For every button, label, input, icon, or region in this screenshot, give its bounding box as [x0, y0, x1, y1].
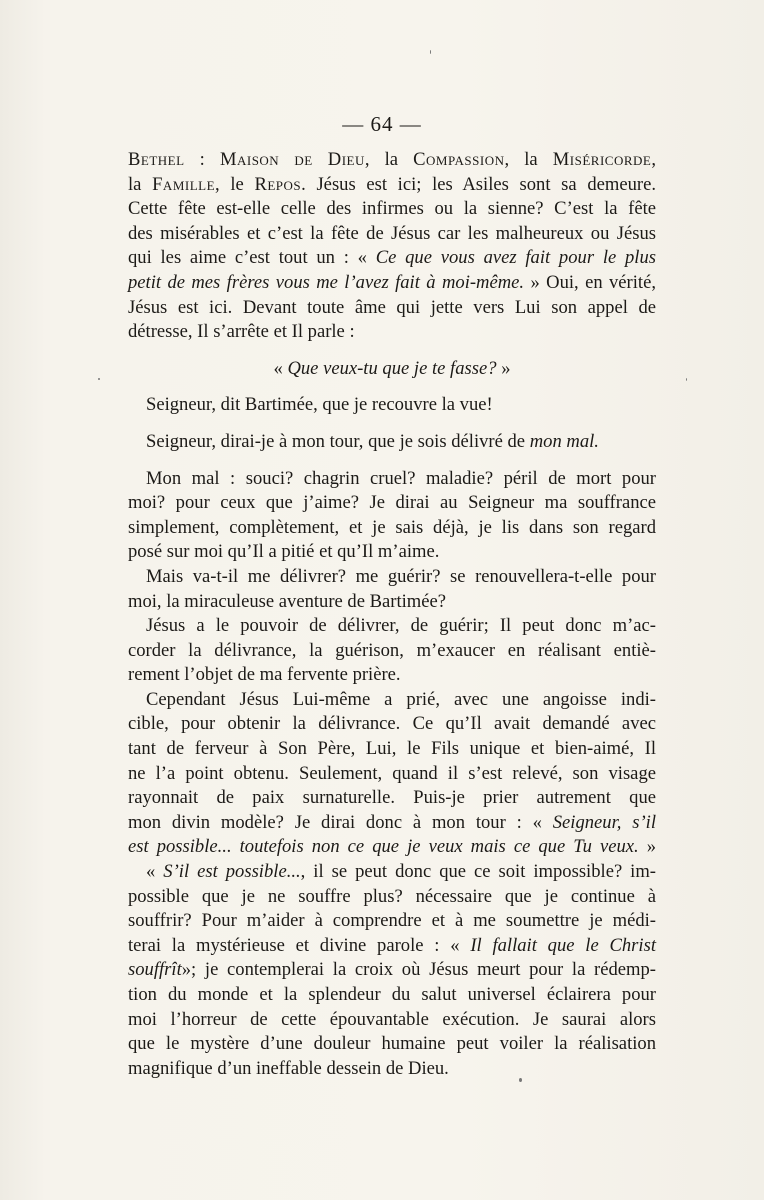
quote-line — [128, 357, 656, 382]
text-line — [128, 835, 656, 860]
text-line: magnifique d’un ineffable dessein de Dieu. — [128, 1057, 449, 1079]
text-line: des misérables et c’est la fête de Jésus car les malheureux ou Jésus — [128, 222, 656, 244]
text-line: Mon mal : souci? chagrin cruel? maladie? péril de mort pour — [146, 467, 656, 489]
paper-speck — [98, 378, 100, 380]
heading-word: de — [294, 149, 313, 170]
text-fragment: » Oui, en vérité, — [524, 271, 656, 293]
text-line — [128, 811, 656, 836]
heading-word: Maison — [219, 149, 280, 170]
text-fragment: , il se peut donc que ce soit impossible? im- — [300, 861, 657, 883]
text-line: ne l’a point obtenu. Seulement, quand il s’est relevé, son visage — [128, 762, 656, 784]
text-line — [128, 173, 656, 198]
text-line: tant de ferveur à Son Père, Lui, le Fils unique et bien-aimé, Il — [128, 738, 656, 760]
heading-word: Dieu — [327, 149, 365, 170]
text-fragment: »; je contemplerai la croix où Jésus meurt pour la rédemp- — [181, 959, 656, 981]
paper-speck — [430, 50, 431, 54]
text-line: Jésus est ici. Devant toute âme qui jette vers Lui son appel de — [128, 296, 656, 318]
text-line: Cette fête est-elle celle des infirmes ou la sienne? C’est la fête — [128, 198, 656, 220]
text-line: tion du monde et la splendeur du salut universel éclairera pour — [128, 984, 656, 1005]
text-fragment: » — [638, 836, 656, 858]
text-line: souffrir? Pour m’aider à comprendre et à me soumettre je médi- — [128, 910, 656, 932]
text-line — [128, 271, 656, 296]
text-line — [128, 958, 656, 983]
text-fragment: , le — [215, 173, 255, 195]
text-line: possible que je ne souffre plus? nécessaire que je continue à — [128, 885, 656, 907]
text-line: moi? pour ceux que j’aime? Je dirai au Seigneur ma souffrance — [128, 492, 656, 514]
quote-fragment: Il fallait que le Christ — [470, 934, 656, 956]
text-fragment: qui les aime c’est tout un : « — [128, 247, 376, 269]
quote-fragment: petit de mes frères vous me l’avez fait à moi-même. — [128, 271, 525, 293]
text-line: corder la délivrance, la guérison, m’exaucer en réalisant entiè- — [128, 639, 656, 661]
text-line: simplement, complètement, et je sais déjà, je lis dans son regard — [128, 516, 656, 538]
text-fragment: « — [273, 357, 288, 379]
paper-speck — [686, 378, 687, 381]
heading-word: Miséricorde — [552, 149, 652, 170]
text-fragment: Seigneur, dirai-je à mon tour, que je sois délivré de — [146, 430, 530, 452]
text-fragment: : — [184, 149, 220, 170]
text-line: moi, la miraculeuse aventure de Bartimée? — [128, 590, 447, 612]
text-fragment: , la — [504, 149, 553, 170]
heading-word: Compassion — [413, 149, 505, 170]
quote-fragment: Que veux-tu que je te fasse? — [287, 357, 497, 379]
text-fragment: la — [128, 173, 153, 195]
heading-word: Famille — [152, 173, 216, 195]
text-fragment: « — [146, 861, 164, 883]
text-line: cible, pour obtenir la délivrance. Ce qu’Il avait demandé avec — [128, 713, 656, 735]
quote-fragment: S’il est possible... — [163, 861, 301, 883]
text-line — [128, 148, 656, 173]
text-fragment: , la — [364, 149, 414, 170]
text-line: posé sur moi qu’Il a pitié et qu’Il m’aime. — [128, 541, 440, 563]
heading-word: Repos — [254, 173, 302, 195]
text-line: Mais va-t-il me délivrer? me guérir? se renouvellera-t-elle pour — [146, 565, 656, 587]
text-line: Cependant Jésus Lui-même a prié, avec une angoisse indi- — [146, 688, 656, 710]
text-line: Jésus a le pouvoir de délivrer, de guérir; Il peut donc m’ac- — [146, 615, 656, 637]
text-line — [128, 246, 656, 271]
text-line — [128, 934, 656, 959]
quote-fragment: Ce que vous avez fait pour le plus — [375, 247, 656, 269]
text-line — [128, 430, 656, 455]
text-line — [128, 860, 656, 885]
text-line: détresse, Il s’arrête et Il parle : — [128, 321, 355, 343]
text-fragment: » — [496, 357, 511, 379]
quote-fragment: est possible... toutefois non ce que je veux mais ce que Tu veux. — [128, 836, 639, 858]
text-line: que le mystère d’une douleur humaine peut voiler la réalisation — [128, 1033, 656, 1055]
quote-fragment: souffrît — [128, 959, 182, 981]
text-line: rayonnait de paix surnaturelle. Puis-je prier autrement que — [128, 787, 656, 809]
text-line: rement l’objet de ma fervente prière. — [128, 664, 401, 686]
heading-word: Bethel — [128, 149, 185, 170]
body-text — [128, 148, 656, 1081]
paper-speck — [519, 1078, 522, 1082]
text-line: Seigneur, dit Bartimée, que je recouvre la vue! — [146, 394, 493, 416]
text-fragment: . Jésus est ici; les Asiles sont sa demeure. — [301, 173, 656, 195]
quote-fragment: Seigneur, s’il — [552, 811, 656, 833]
text-fragment: mon divin modèle? Je dirai donc à mon tour : « — [128, 811, 553, 833]
text-fragment: , — [651, 149, 657, 170]
text-fragment: terai la mystérieuse et divine parole : « — [128, 934, 471, 956]
page-number: — 64 — — [342, 112, 422, 136]
text-line: moi l’horreur de cette épouvantable exécution. Je saurai alors — [128, 1008, 656, 1030]
emphasis-fragment: mon mal. — [529, 430, 599, 452]
